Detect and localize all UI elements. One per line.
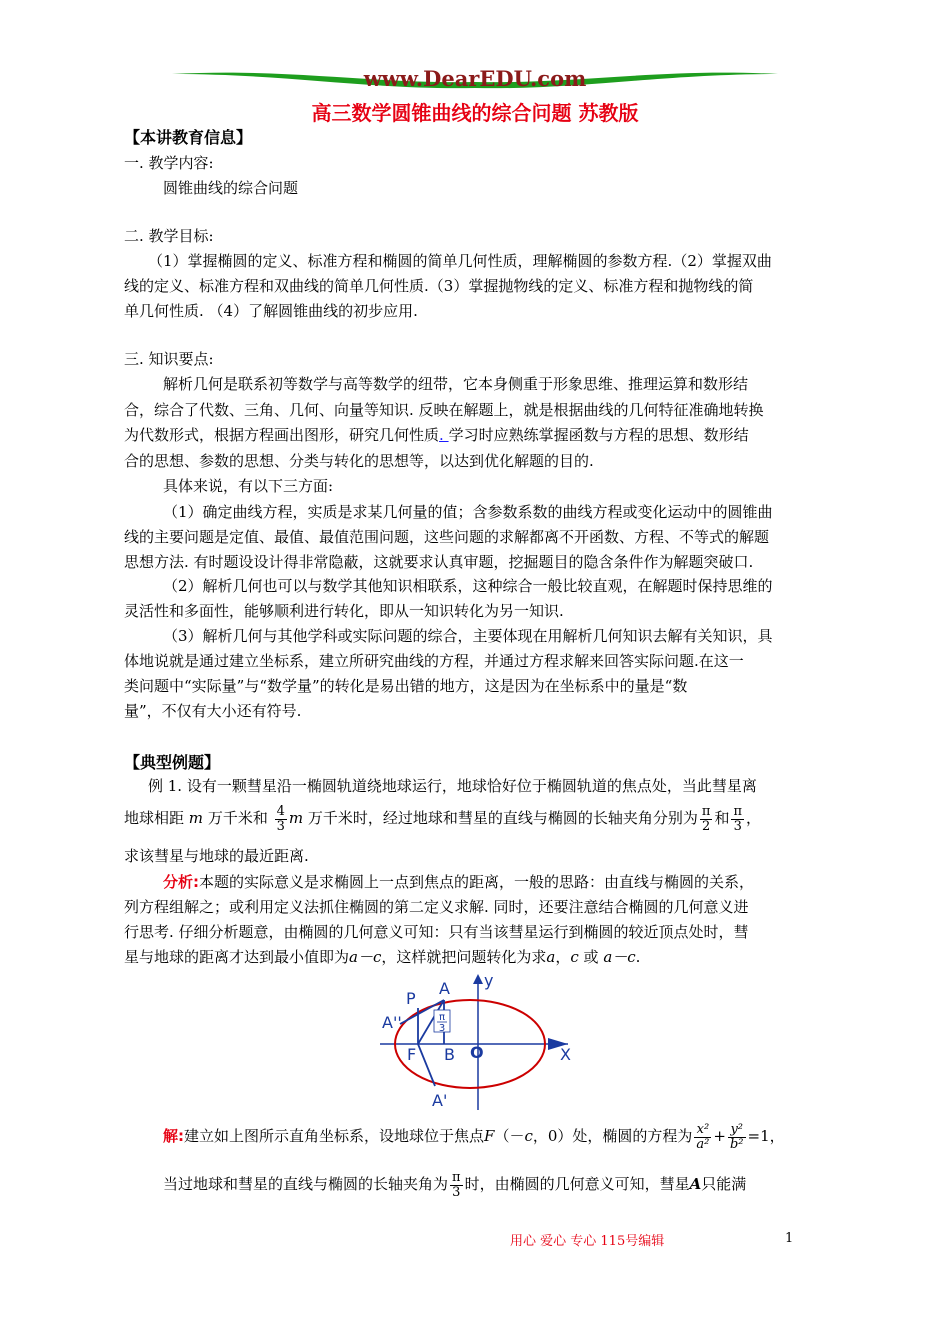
s3-p2: 具体来说，有以下三方面: (163, 477, 334, 495)
label-P: P (406, 989, 416, 1008)
label-A2: A'' (382, 1013, 402, 1032)
angle-pi-label: π (438, 1012, 446, 1023)
ellipse-diagram (378, 972, 608, 1112)
analysis-var-a: a (546, 948, 556, 966)
analysis-line-3: 行思考. 仔细分析题意，由椭圆的几何意义可知：只有当该彗星运行到椭圆的较近顶点处时，彗 (124, 923, 749, 941)
solution-text-b: （－ (494, 1127, 525, 1145)
analysis-text-a: 星与地球的距离才达到最小值即为 (124, 948, 350, 966)
ex1-line-2 (124, 798, 761, 838)
s2-line-1: （1）掌握椭圆的定义、标准方程和椭圆的简单几何性质，理解椭圆的参数方程.（2）掌握双曲 (148, 252, 772, 270)
solution-text-a: 建立如上图所示直角坐标系，设地球位于焦点 (184, 1127, 485, 1145)
s2-heading: 二. 教学目标: (124, 227, 214, 245)
s3-p1-line-3a: 为代数形式，根据方程画出图形，研究几何性质 (124, 426, 440, 444)
analysis-line-2: 列方程组解之；或利用定义法抓住椭圆的第二定义求解. 同时，还要注意结合椭圆的几何意义进 (124, 898, 749, 916)
site-url: www.DearEDU.com (363, 66, 587, 91)
fraction-x2-a2 (694, 1123, 711, 1152)
solution-var-F: F (484, 1127, 495, 1145)
label-B: B (444, 1045, 455, 1064)
frac-num: π (452, 1169, 461, 1185)
eq-equals-1: =1， (747, 1127, 785, 1145)
s3-p5-line-2: 体地说就是通过建立坐标系，建立所研究曲线的方程，并通过方程求解来回答实际问题.在这一 (124, 652, 744, 670)
s3-p1-line-3c: 学习时应熟练掌握函数与方程的思想、数形结 (448, 426, 749, 444)
ex1-var-m: m (188, 809, 204, 827)
solution2-text-a: 当过地球和彗星的直线与椭圆的长轴夹角为 (163, 1175, 449, 1193)
ex1-and: 和 (714, 809, 730, 827)
analysis-label: 分析: (163, 873, 199, 891)
analysis-or: 或 (578, 948, 604, 966)
fraction-pi-3 (731, 805, 744, 834)
page-title: 高三数学圆锥曲线的综合问题 苏教版 (311, 101, 639, 125)
ex1-var-m-2: m (288, 809, 304, 827)
s3-p4-line-2: 灵活性和多面性，能够顺利进行转化，即从一知识转化为另一知识. (124, 602, 564, 620)
label-O: O (470, 1043, 484, 1062)
solution-text-c: ，0）处，椭圆的方程为 (532, 1127, 693, 1145)
s3-p1-link-dot[interactable]: . (439, 426, 449, 444)
page-number: 1 (785, 1231, 794, 1246)
s1-heading: 一. 教学内容: (124, 154, 214, 172)
analysis-a-minus-c: a－c (349, 948, 382, 966)
s3-p1-line-3 (124, 425, 749, 445)
analysis-period: . (635, 948, 641, 966)
analysis-line-4 (124, 947, 640, 967)
label-F: F (407, 1045, 417, 1064)
section-heading-examples: 【典型例题】 (124, 753, 221, 772)
solution-line-1 (163, 1116, 785, 1156)
frac-num: π (733, 803, 743, 819)
s3-p3-line-2: 线的主要问题是定值、最值、最值范围问题，这些问题的求解都离不开函数、方程、不等式的解题 (124, 528, 770, 546)
s3-p5-line-3: 类问题中“实际量”与“数学量”的转化是易出错的地方，这是因为在坐标系中的量是“数 (124, 677, 688, 695)
s3-heading: 三. 知识要点: (124, 350, 214, 368)
label-A1: A' (432, 1091, 448, 1110)
y-axis-arrow (473, 974, 483, 984)
analysis-comma: ， (555, 948, 571, 966)
header-banner (170, 66, 780, 94)
angle-3-label: 3 (438, 1023, 446, 1034)
s3-p4-line-1: （2）解析几何也可以与数学其他知识相联系，这种综合一般比较直观，在解题时保持思维的 (163, 577, 773, 595)
s3-p1-line-1: 解析几何是联系初等数学与高等数学的纽带，它本身侧重于形象思维、推理运算和数形结 (163, 375, 749, 393)
label-A: A (439, 979, 450, 998)
analysis-var-c: c (570, 948, 579, 966)
s2-line-2: 线的定义、标准方程和双曲线的简单几何性质.（3）掌握抛物线的定义、标准方程和抛物线的简 (124, 277, 754, 295)
ex1-line-1: 例 1. 设有一颗彗星沿一椭圆轨道绕地球运行，地球恰好位于椭圆轨道的焦点处，当此彗星离 (148, 777, 757, 795)
s1-body: 圆锥曲线的综合问题 (163, 179, 299, 197)
fraction-y2-b2 (728, 1123, 746, 1152)
section-heading-info: 【本讲教育信息】 (124, 128, 253, 147)
s3-p1-line-2: 合，综合了代数、三角、几何、向量等知识. 反映在解题上，就是根据曲线的几何特征准确地转换 (124, 401, 764, 419)
ex1-line-3: 求该彗星与地球的最近距离. (124, 847, 309, 865)
fraction-pi-3-solution (450, 1171, 463, 1200)
ex1-text-a: 地球相距 (124, 809, 185, 827)
s3-p5-line-4: 量”，不仅有大小还有符号. (124, 702, 302, 720)
fraction-pi-2 (700, 805, 713, 834)
solution-label: 解: (163, 1127, 184, 1145)
ex1-text-b: 万千米和 (207, 809, 268, 827)
ex1-comma: ， (746, 809, 762, 827)
s3-p5-line-1: （3）解析几何与其他学科或实际问题的综合，主要体现在用解析几何知识去解有关知识，具 (163, 627, 773, 645)
analysis-text-c: ，这样就把问题转化为求 (381, 948, 547, 966)
s2-line-3: 单几何性质. （4）了解圆锥曲线的初步应用. (124, 302, 418, 320)
ex1-text-c: 万千米时，经过地球和彗星的直线与椭圆的长轴夹角分别为 (307, 809, 698, 827)
label-X: X (560, 1045, 571, 1064)
frac-den: a² (696, 1136, 710, 1152)
analysis-text-1: 本题的实际意义是求椭圆上一点到焦点的距离，一般的思路：由直线与椭圆的关系， (199, 873, 755, 891)
frac-den: 2 (702, 818, 711, 834)
s3-p3-line-3: 思想方法. 有时题设设计得非常隐蔽，这就要求认真审题，挖掘题目的隐含条件作为解题突破口. (124, 553, 754, 571)
solution2-var-A: A (689, 1175, 702, 1193)
frac-num: x² (694, 1123, 711, 1138)
solution2-text-c: 只能满 (701, 1175, 747, 1193)
analysis-line-1 (163, 872, 754, 892)
frac-num: 4 (276, 803, 285, 819)
s3-p1-line-4: 合的思想、参数的思想、分类与转化的思想等，以达到优化解题的目的. (124, 452, 594, 470)
solution-var-c: c (524, 1127, 533, 1145)
fraction-4-3 (275, 805, 287, 834)
frac-den: 3 (452, 1184, 461, 1200)
frac-den: b² (729, 1136, 744, 1152)
eq-plus: + (713, 1127, 726, 1145)
frac-num: y² (728, 1123, 746, 1138)
label-y: y (484, 972, 494, 990)
frac-num: π (701, 803, 711, 819)
frac-den: 3 (276, 818, 285, 834)
solution2-text-b: 时，由椭圆的几何意义可知，彗星 (464, 1175, 690, 1193)
solution-line-2 (163, 1164, 746, 1204)
footer-text: 用心 爱心 专心 115号编辑 (510, 1234, 665, 1249)
analysis-a-minus-c-2: a－c (603, 948, 636, 966)
s3-p3-line-1: （1）确定曲线方程，实质是求某几何量的值；含参数系数的曲线方程或变化运动中的圆锥曲 (163, 503, 773, 521)
frac-den: 3 (733, 818, 742, 834)
